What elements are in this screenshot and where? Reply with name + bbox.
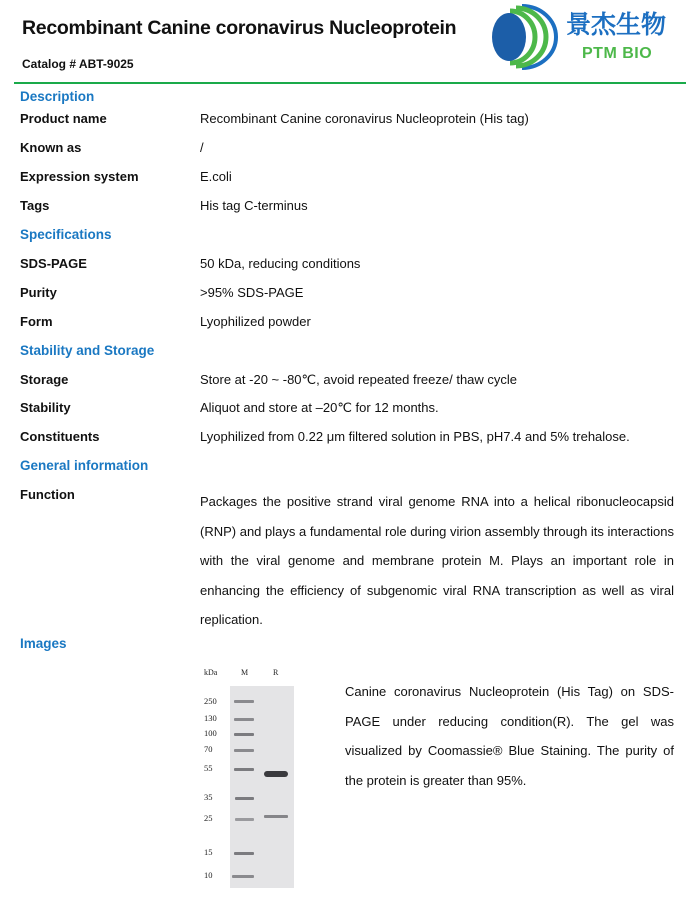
gel-sample-main-band <box>264 771 288 777</box>
gel-marker-label: 35 <box>204 792 213 802</box>
company-logo <box>492 4 698 72</box>
gel-lane-label-marker: M <box>241 668 249 677</box>
section-heading-images: Images <box>20 636 67 651</box>
section-heading-specifications: Specifications <box>20 227 112 242</box>
label-constituents: Constituents <box>20 429 100 444</box>
sds-page-gel-image <box>200 664 300 896</box>
gel-image-caption: Canine coronavirus Nucleoprotein (His Tag) on SDS-PAGE under reducing condition(R). The gel was visualized by Coomassie® Blue Staining. The purity of the protein is greater than 95%. <box>345 684 674 788</box>
value-sds-page: 50 kDa, reducing conditions <box>200 256 361 271</box>
gel-marker-label: 100 <box>204 728 217 738</box>
value-form: Lyophilized powder <box>200 314 311 329</box>
section-heading-general: General information <box>20 458 149 473</box>
gel-marker-label: 250 <box>204 696 217 706</box>
label-function: Function <box>20 487 75 502</box>
gel-marker-band <box>234 700 254 703</box>
label-stability: Stability <box>20 400 71 415</box>
gel-unit-label: kDa <box>204 668 218 677</box>
gel-marker-label: 70 <box>204 744 213 754</box>
product-title: Recombinant Canine coronavirus Nucleoprotein <box>22 17 457 39</box>
value-purity: >95% SDS-PAGE <box>200 285 304 300</box>
section-heading-stability: Stability and Storage <box>20 343 155 358</box>
section-heading-description: Description <box>20 89 95 104</box>
label-sds-page: SDS-PAGE <box>20 256 87 271</box>
label-purity: Purity <box>20 285 57 300</box>
value-stability: Aliquot and store at –20℃ for 12 months. <box>200 400 439 415</box>
label-expression-system: Expression system <box>20 169 139 184</box>
gel-marker-label: 130 <box>204 713 217 723</box>
label-product-name: Product name <box>20 111 107 126</box>
value-constituents: Lyophilized from 0.22 μm filtered solution in PBS, pH7.4 and 5% trehalose. <box>200 429 630 444</box>
value-tags: His tag C-terminus <box>200 198 308 213</box>
ptm-bio-ring-logo-icon <box>492 4 562 70</box>
gel-sample-minor-band <box>264 815 288 818</box>
value-storage: Store at -20 ~ -80℃, avoid repeated freeze/ thaw cycle <box>200 372 518 387</box>
header-divider <box>14 82 686 84</box>
logo-english-name: PTM BIO <box>582 45 653 62</box>
label-storage: Storage <box>20 372 69 387</box>
label-tags: Tags <box>20 198 50 213</box>
label-known-as: Known as <box>20 140 82 155</box>
gel-lane-label-sample: R <box>273 668 279 677</box>
gel-marker-band <box>234 733 254 736</box>
gel-marker-label: 25 <box>204 813 213 823</box>
catalog-number: Catalog # ABT-9025 <box>22 57 134 71</box>
gel-marker-band <box>234 749 254 752</box>
label-form: Form <box>20 314 53 329</box>
logo-chinese-name: 景杰生物 <box>566 10 667 39</box>
gel-marker-label: 10 <box>204 870 213 880</box>
gel-marker-band <box>235 818 254 821</box>
gel-marker-band <box>234 852 254 855</box>
gel-lanes <box>230 686 294 888</box>
gel-marker-band <box>234 718 254 721</box>
value-function: Packages the positive strand viral genome RNA into a helical ribonucleocapsid (RNP) and plays a fundamental role during virion assembly through its interactions with the viral genome and membrane protein M. Plays an important role in enhancing the efficiency of subgenomic viral RNA transcription as well as viral replication. <box>200 494 675 627</box>
gel-marker-band <box>235 797 254 800</box>
gel-marker-label: 55 <box>204 763 213 773</box>
value-product-name: Recombinant Canine coronavirus Nucleoprotein (His tag) <box>200 111 529 126</box>
gel-marker-band <box>234 768 254 771</box>
value-known-as: / <box>200 140 204 155</box>
gel-marker-band <box>232 875 254 878</box>
value-expression-system: E.coli <box>200 169 232 184</box>
gel-marker-label: 15 <box>204 847 213 857</box>
